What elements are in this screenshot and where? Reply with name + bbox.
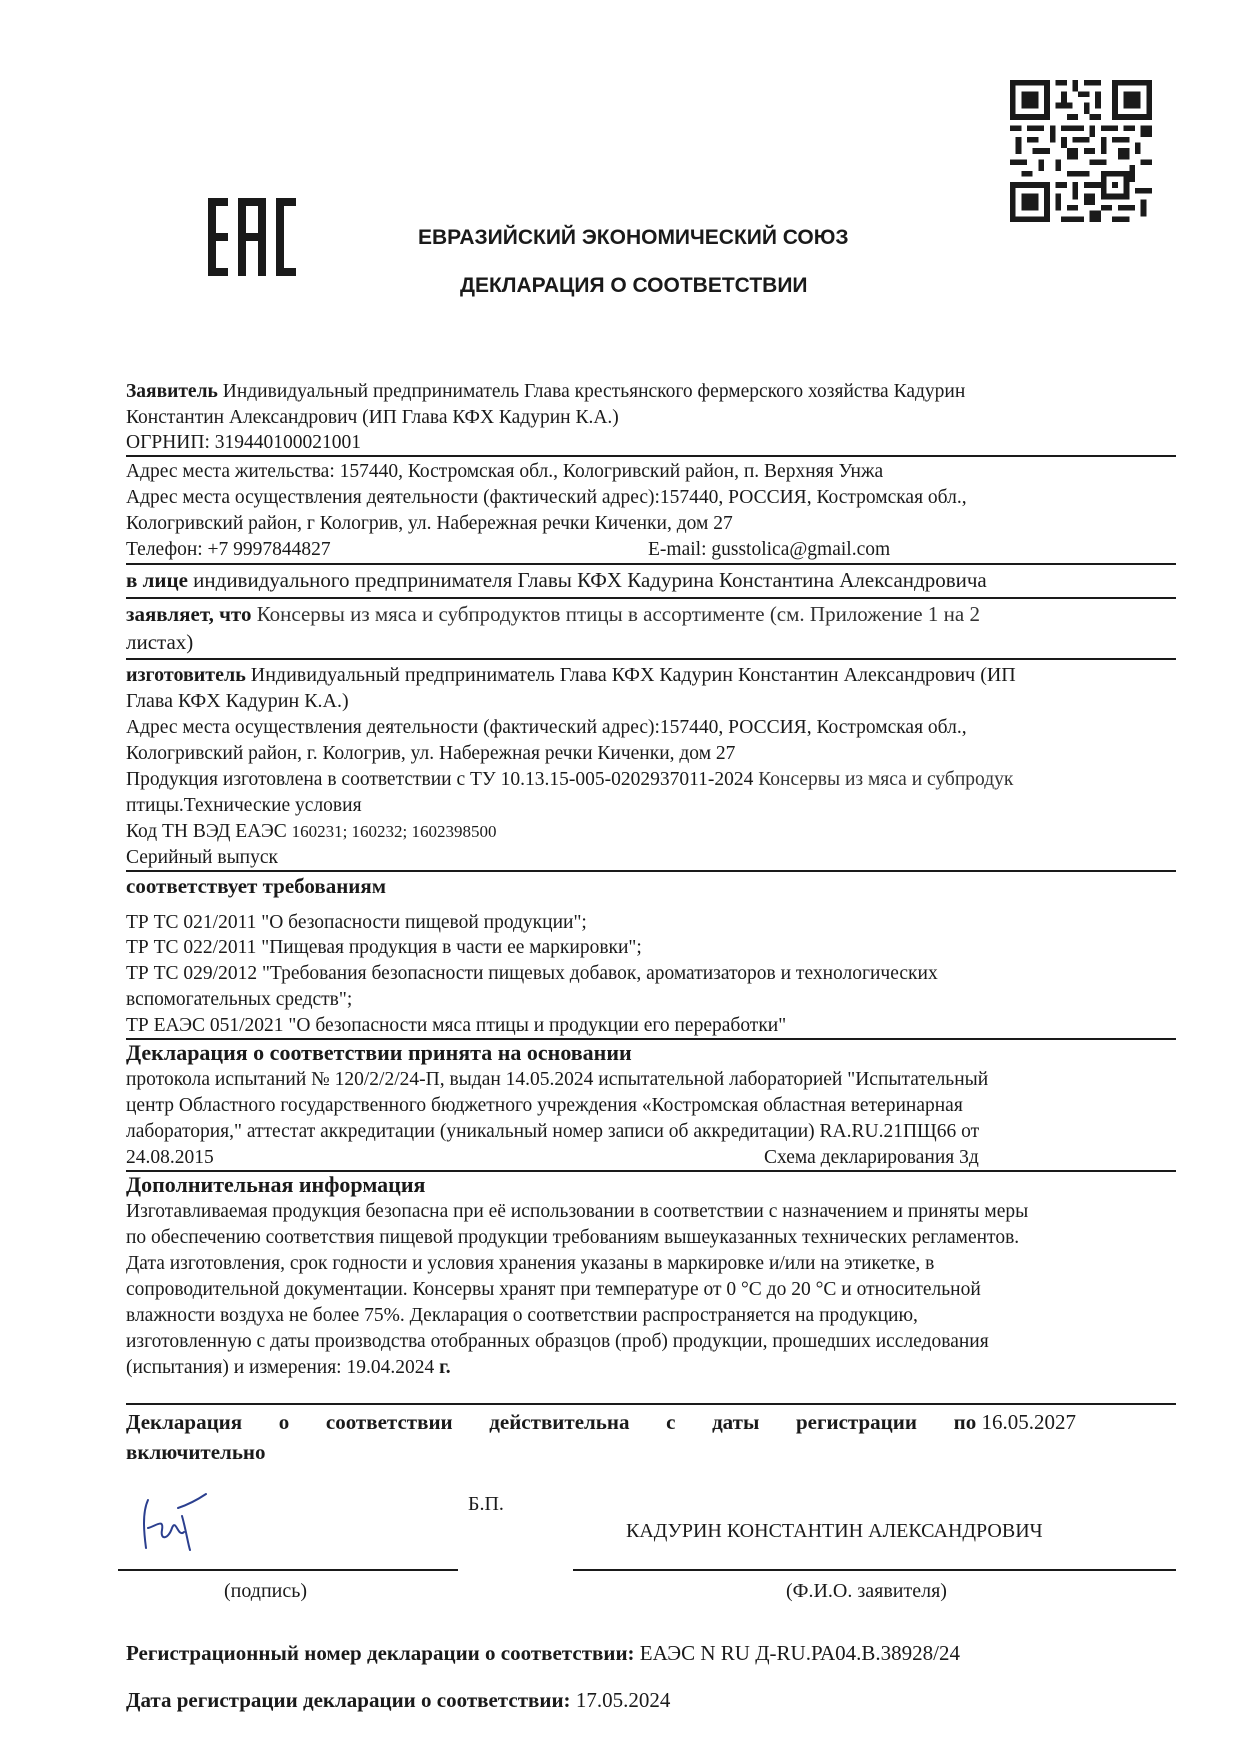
handwritten-signature — [134, 1488, 214, 1558]
basis-line: лаборатория," аттестат аккредитации (уникальный номер записи об аккредитации) RA.RU.21ПЩ66 от — [126, 1121, 980, 1142]
additional-line: по обеспечению соответствия пищевой продукции требованиям вышеуказанных технических регламентов. — [126, 1227, 1020, 1248]
validity-word: с — [666, 1410, 676, 1434]
union-title: ЕВРАЗИЙСКИЙ ЭКОНОМИЧЕСКИЙ СОЮЗ — [418, 226, 849, 249]
divider — [126, 658, 1176, 660]
applicant-ogrnip: ОГРНИП: 319440100021001 — [126, 432, 361, 453]
applicant-line1 — [126, 380, 1175, 404]
manufacturer-activity-line2: Кологривский район, г. Кологрив, ул. Набережная речки Киченки, дом 27 — [126, 743, 736, 764]
tnved-label: Код ТН ВЭД ЕАЭС — [126, 821, 292, 842]
additional-line: сопроводительной документации. Консервы хранят при температуре от 0 °С до 20 °С и относительной — [126, 1279, 981, 1300]
basis-date: 24.08.2015 — [126, 1147, 214, 1168]
validity-line1 — [126, 1410, 1076, 1434]
name-line — [573, 1569, 1176, 1571]
manufacturer-line1 — [126, 663, 1175, 687]
applicant-email: E-mail: gusstolica@gmail.com — [648, 539, 891, 560]
requirement-item: вспомогательных средств"; — [126, 989, 353, 1010]
validity-word: соответствии — [325, 1410, 453, 1434]
tnved-codes: 160231; 160232; 1602398500 — [291, 822, 497, 841]
registration-date-value: 17.05.2024 — [570, 1688, 671, 1712]
applicant-phone: Телефон: +7 9997844827 — [126, 539, 331, 560]
eac-logo-mark — [208, 198, 296, 276]
manufacturer-tnved — [126, 820, 1175, 844]
basis-scheme: Схема декларирования 3д — [764, 1147, 979, 1168]
validity-word: Декларация — [126, 1410, 243, 1434]
declares-line2: листах) — [126, 630, 194, 654]
manufacturer-serial: Серийный выпуск — [126, 847, 278, 868]
validity-until — [954, 1410, 1076, 1434]
manufacturer-text-1: Индивидуальный предприниматель Глава КФХ Кадурин Константин Александрович (ИП — [250, 664, 1016, 686]
additional-line: влажности воздуха не более 75%. Декларация о соответствии распространяется на продукцию, — [126, 1305, 918, 1326]
signature-caption: (подпись) — [224, 1580, 308, 1602]
requirement-item: ТР ЕАЭС 051/2021 "О безопасности мяса птицы и продукции его переработки" — [126, 1015, 787, 1036]
additional-last-line — [126, 1356, 1175, 1380]
divider — [126, 1403, 1176, 1405]
registration-number-value: ЕАЭС N RU Д-RU.РА04.В.38928/24 — [634, 1641, 960, 1665]
applicant-full-name: КАДУРИН КОНСТАНТИН АЛЕКСАНДРОВИЧ — [626, 1520, 1043, 1542]
stamp-bp: Б.П. — [468, 1493, 504, 1515]
declares-line1 — [126, 602, 1175, 626]
doc-title: ДЕКЛАРАЦИЯ О СООТВЕТСТВИИ — [460, 274, 808, 297]
eac-logo — [208, 198, 296, 276]
applicant-line2: Константин Александрович (ИП Глава КФХ Кадурин К.А.) — [126, 407, 619, 428]
divider — [126, 870, 1176, 872]
requirement-item: ТР ТС 022/2011 "Пищевая продукция в части ее маркировки"; — [126, 937, 642, 958]
requirement-item: ТР ТС 021/2011 "О безопасности пищевой продукции"; — [126, 912, 587, 933]
validity-line2: включительно — [126, 1440, 266, 1464]
applicant-label: Заявитель — [126, 381, 218, 402]
manufacturer-produced-line2: птицы.Технические условия — [126, 795, 362, 816]
represented-line — [126, 568, 1175, 592]
divider — [126, 563, 1176, 565]
produced-prefix: Продукция изготовлена в соответствии с ТУ 10.13.15-005-0202937011-2024 — [126, 769, 754, 790]
registration-number-line — [126, 1641, 1175, 1665]
name-caption: (Ф.И.О. заявителя) — [786, 1580, 947, 1602]
manufacturer-activity-line1: Адрес места осуществления деятельности (фактический адрес):157440, РОССИЯ, Костромская обл., — [126, 717, 967, 738]
additional-line: Изготавливаемая продукция безопасна при её использовании в соответствии с назначением и приняты меры — [126, 1201, 1029, 1222]
basis-line: центр Областного государственного бюджетного учреждения «Костромская областная ветеринарная — [126, 1095, 963, 1116]
validity-date: 16.05.2027 — [981, 1410, 1076, 1434]
requirements-heading: соответствует требованиям — [126, 874, 387, 898]
signature-line — [118, 1569, 458, 1571]
applicant-activity-line2: Кологривский район, г Кологрив, ул. Набережная речки Киченки, дом 27 — [126, 513, 733, 534]
applicant-text-1: Индивидуальный предприниматель Глава крестьянского фермерского хозяйства Кадурин — [222, 381, 966, 402]
additional-last-text: (испытания) и измерения: 19.04.2024 — [126, 1357, 435, 1378]
additional-line: Дата изготовления, срок годности и условия хранения указаны в маркировке и/или на этикетке, в — [126, 1253, 935, 1274]
manufacturer-label: изготовитель — [126, 664, 246, 686]
divider — [126, 455, 1176, 457]
additional-last-suffix: г. — [434, 1357, 451, 1378]
declares-text: Консервы из мяса и субпродуктов птицы в ассортименте (см. Приложение 1 на 2 — [256, 602, 980, 626]
applicant-activity-line1: Адрес места осуществления деятельности (фактический адрес):157440, РОССИЯ, Костромская обл., — [126, 487, 967, 508]
manufacturer-produced-line1 — [126, 768, 1175, 792]
represented-label: в лице — [126, 568, 188, 592]
qr-code — [1010, 80, 1152, 222]
validity-word: даты — [712, 1410, 760, 1434]
additional-line: изготовленную с даты производства отобранных образцов (проб) продукции, прошедших исследования — [126, 1331, 989, 1352]
basis-line: протокола испытаний № 120/2/2/24-П, выдан 14.05.2024 испытательной лабораторией "Испытательный — [126, 1069, 989, 1090]
manufacturer-line2: Глава КФХ Кадурин К.А.) — [126, 690, 349, 712]
validity-word: по — [953, 1410, 977, 1434]
declares-label: заявляет, что — [126, 602, 252, 626]
qr-code-image — [1010, 80, 1152, 222]
registration-number-label: Регистрационный номер декларации о соответствии: — [126, 1641, 635, 1665]
applicant-residence: Адрес места жительства: 157440, Костромская обл., Кологривский район, п. Верхняя Унжа — [126, 461, 884, 482]
registration-date-label: Дата регистрации декларации о соответствии: — [126, 1688, 571, 1712]
validity-word: действительна — [489, 1410, 630, 1434]
divider — [126, 597, 1176, 599]
additional-heading: Дополнительная информация — [126, 1172, 426, 1197]
requirement-item: ТР ТС 029/2012 "Требования безопасности пищевых добавок, ароматизаторов и технологических — [126, 963, 938, 984]
signature-mark — [134, 1488, 214, 1558]
registration-date-line — [126, 1688, 1175, 1712]
produced-suffix: Консервы из мяса и субпродук — [753, 769, 1014, 790]
represented-text: индивидуального предпринимателя Главы КФХ Кадурина Константина Александровича — [193, 568, 987, 592]
validity-word: регистрации — [795, 1410, 917, 1434]
validity-word: о — [278, 1410, 290, 1434]
basis-heading: Декларация о соответствии принята на основании — [126, 1040, 632, 1065]
